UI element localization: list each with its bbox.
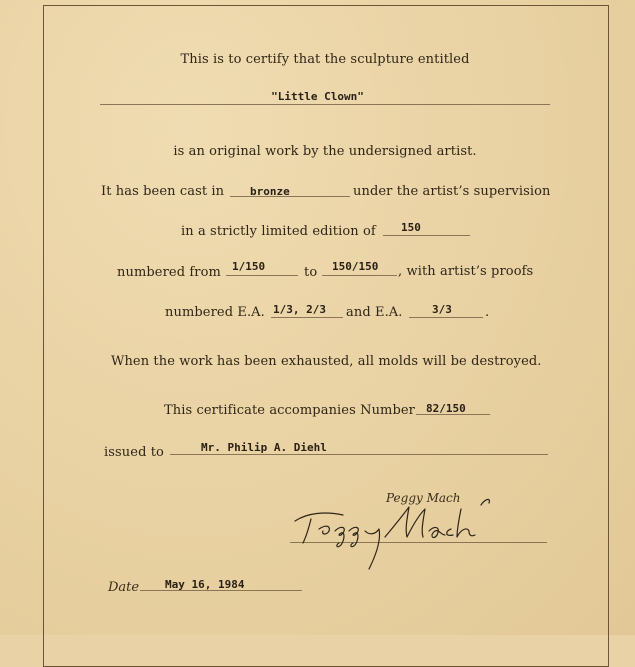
ea-last-line [409,317,483,318]
cast-suffix: under the artist’s supervision [353,184,551,199]
ea-last: 3/3 [432,303,452,316]
numbered-to: 150/150 [332,260,379,273]
ea-period: . [485,305,490,320]
numbered-from: 1/150 [232,260,266,273]
original-statement: is an original work by the undersigned artist. [173,144,477,159]
issued-line [170,454,548,455]
date-value: May 16, 1984 [165,578,245,591]
artist-signature-icon [285,495,515,575]
date-label: Date [108,580,140,595]
molds-statement: When the work has been exhausted, all molds will be destroyed. [111,354,542,369]
intro-text: This is to certify that the sculpture entitled [180,52,470,67]
numbered-to-label: to [304,265,318,280]
sculpture-title: "Little Clown" [271,90,364,103]
accompanies-prefix: This certificate accompanies Number [164,403,415,418]
artist-name-script: Peggy Mach [386,491,461,505]
ea-prefix: numbered E.A. [165,305,265,320]
ea-values: 1/3, 2/3 [273,303,326,316]
ea-values-line [271,317,343,318]
numbered-from-line [226,275,298,276]
cast-material: bronze [250,185,290,198]
issued-to: Mr. Philip A. Diehl [201,441,327,454]
edition-size: 150 [401,221,421,234]
numbered-to-line [322,275,397,276]
accompanies-number: 82/150 [426,402,466,415]
edition-prefix: in a strictly limited edition of [181,224,376,239]
numbered-prefix: numbered from [117,265,221,280]
proofs-suffix: , with artist’s proofs [398,264,534,279]
accompanies-line [416,414,490,415]
date-line [140,590,302,591]
issued-label: issued to [104,445,164,460]
edition-line [383,235,470,236]
ea-and: and E.A. [346,305,403,320]
cast-prefix: It has been cast in [101,184,225,199]
cast-line [230,196,350,197]
title-line [100,104,550,105]
